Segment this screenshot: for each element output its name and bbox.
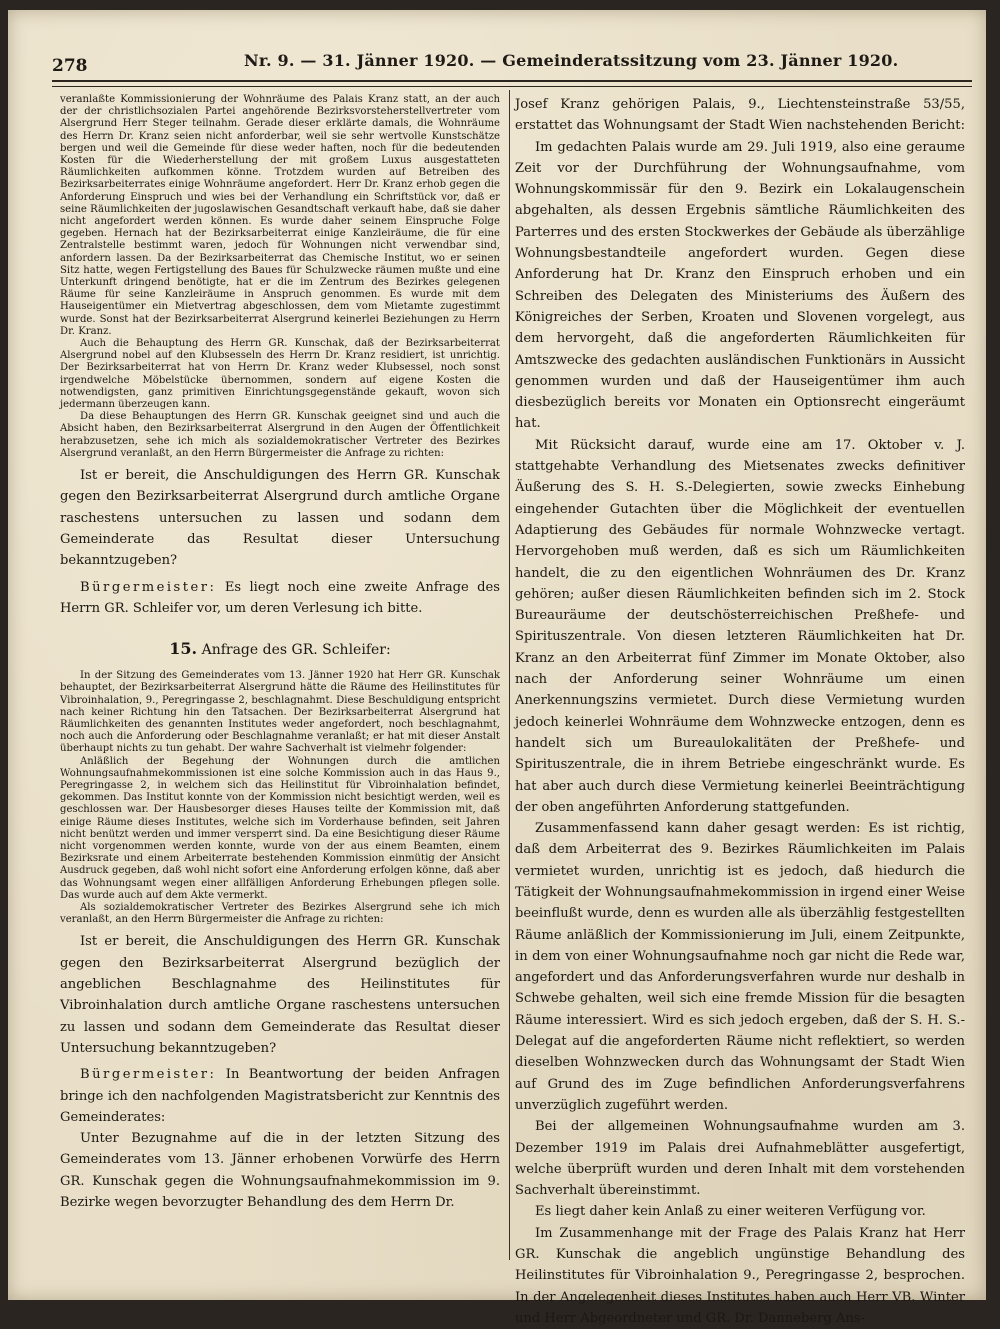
right-paragraph-2: Im gedachten Palais wurde am 29. Juli 1919, also eine geraume Zeit vor der Durchführung der Wohnungsaufnahme, vom Wohnungskommissär für den 9. Bezirk ein Lokalaugenschein abgehalten, als dessen Ergebnis sämtliche Räumlichkeiten des Parterres und des ersten Stockwerkes der Gebäude als überzählige Wohnungsbestandteile angefordert wurden. Gegen diese Anforderung hat Dr. Kranz den Einspruch erhoben und ein Schreiben des Delegaten des Ministeriums des Äußern des Königreiches der Serben, Kroaten und Slovenen vorgelegt, aus dem hervorgeht, daß die angeforderten Räumlichkeiten für Amtszwecke des gedachten ausländischen Funktionärs in Aussicht genommen wurden und daß der Hauseigentümer ihm auch diesbezüglich bereits vor Monaten ein Optionsrecht eingeräumt hat.: [515, 139, 965, 432]
section-number: 15.: [169, 639, 198, 659]
left-paragraph-4: In der Sitzung des Gemeinderates vom 13. Jänner 1920 hat Herr GR. Kunschak behauptet, der Bezirksarbeiterrat Alsergrund hätte die Räume des Heilinstitutes für Vibroinhalation, 9., Peregringasse 2, beschlagnahmt. Diese Beschuldigung entspricht nach keiner Richtung hin den Tatsachen. Der Bezirksarbeiterrat Alsergrund hat Räumlichkeiten des genannten Institutes weder angefordert, noch beschlagnahmt, noch auch die Anforderung oder Beschlagnahme veranlaßt; er hat mit dieser Anstalt überhaupt nichts zu tun gehabt. Der wahre Sachverhalt ist vielmehr folgender:: [60, 670, 500, 755]
page-header: [52, 48, 972, 76]
column-divider: [509, 90, 510, 1260]
right-paragraph-4: Zusammenfassend kann daher gesagt werden: Es ist richtig, daß dem Arbeiterrat des 9. Bezirkes Räumlichkeiten im Palais vermietet wurden, unrichtig ist es jedoch, daß hiedurch die Tätigkeit der Wohnungsaufnahmekommission in irgend einer Weise beeinflußt wurde, denn es wurden alle als überzählig festgestellten Räume anläßlich der Kommissionierung im Juli, einem Zeitpunkte, in dem von einer Wohnungsaufnahme noch gar nicht die Rede war, angefordert und das Anforderungsverfahren wurde nur deshalb in Schwebe gehalten, weil sich eine fremde Mission für die besagten Räume interessiert. Wird es sich jedoch ergeben, daß der S. H. S.-Delegat auf die angeforderten Räume nicht reflektiert, so werden dieselben Wohnzwecken durch das Wohnungsamt der Stadt Wien auf Grund des im Zuge befindlichen Anforderungsverfahrens unverzüglich zugeführt werden.: [515, 821, 965, 1113]
left-paragraph-3: Da diese Behauptungen des Herrn GR. Kunschak geeignet sind und auch die Absicht haben, den Bezirksarbeiterrat Alsergrund in den Augen der Öffentlichkeit herabzusetzen, sehe ich mich als sozialdemokratischer Vertreter des Bezirkes Alsergrund veranlaßt, an den Herrn Bürgermeister die Anfrage zu richten:: [60, 411, 500, 459]
left-paragraph-2: Auch die Behauptung des Herrn GR. Kunschak, daß der Bezirksarbeiterrat Alsergrund nobel auf den Klubsesseln des Herrn Dr. Kranz residiert, ist unrichtig. Der Bezirksarbeiterrat hat von Herrn Dr. Kranz weder Klubsessel, noch sonst irgendwelche Möbelstücke übernommen, sondern auf eigene Kosten die notwendigsten, ganz primitiven Einrichtungsgegenstände gekauft, wovon sich jedermann überzeugen kann.: [60, 338, 500, 411]
page-number: 278: [52, 56, 88, 76]
left-paragraph-5: Anläßlich der Begehung der Wohnungen durch die amtlichen Wohnungsaufnahmekommissionen ist eine solche Kommission auch in das Haus 9., Peregringasse 2, in welchem sich das Heilinstitut für Vibroinhalation befindet, gekommen. Das Institut konnte von der Kommission nicht besichtigt werden, weil es geschlossen war. Der Hausbesorger dieses Hauses teilte der Kommission mit, daß einige Räume dieses Institutes, welche sich im Vorderhause befinden, seit Jahren nicht benützt werden und immer versperrt sind. Da eine Besichtigung dieser Räume nicht vorgenommen werden konnte, wurde von der aus einem Beamten, einem Bezirksrate und einem Arbeiterrate bestehenden Kommission einmütig der Ansicht Ausdruck gegeben, daß wohl nicht sofort eine Anforderung erfolgen könne, daß aber das Wohnungsamt wegen einer allfälligen Anforderung Erhebungen pflegen solle. Das wurde auch auf dem Akte vermerkt.: [60, 755, 500, 901]
header-rule: [52, 80, 972, 87]
left-paragraph-1: veranlaßte Kommissionierung der Wohnräume des Palais Kranz statt, an der auch der der christlichsozialen Partei angehörende Bezirksvorsteherstellvertreter vom Alsergrund Herr Steger teilnahm. Gerade dieser erklärte damals, die Wohnräume des Herrn Dr. Kranz seien nicht anforderbar, weil sie sehr wertvolle Kunstschätze bergen und weil die Gemeinde für diese weder haften, noch für die bedeutenden Kosten für die Wiederherstellung der mit großem Luxus ausgestatteten Räumlichkeiten aufkommen könne. Trotzdem wurden auf Betreiben des Bezirksarbeiterrates einige Wohnräume angefordert. Herr Dr. Kranz erhob gegen die Anforderung Einspruch und wies bei der Verhandlung ein Schriftstück vor, daß er seine Räumlichkeiten der jugoslawischen Gesandtschaft verkauft habe, daß sie daher nicht angefordert werden können. Es wurde daher seinem Einspruche Folge gegeben. Hernach hat der Bezirksarbeiterrat einige Kanzleiräume, die für eine Zentralstelle bestimmt waren, jedoch für Wohnungen nicht verwendbar sind, anfordern lassen. Da der Bezirksarbeiterrat das Chemische Institut, wo er seinen Sitz hatte, wegen Fertigstellung des Baues für Schulzwecke räumen mußte und eine Unterkunft dringend benötigte, hat er die im Zentrum des Bezirkes gelegenen Räume für seine Kanzleiräume in Anspruch genommen. Es wurde mit dem Hauseigentümer ein Mietvertrag abgeschlossen, dem vom Mietamte zugestimmt wurde. Sonst hat der Bezirksarbeiterrat Alsergrund keinerlei Beziehungen zu Herrn Dr. Kranz.: [60, 94, 500, 337]
right-paragraph-3: Mit Rücksicht darauf, wurde eine am 17. Oktober v. J. stattgehabte Verhandlung des Mietsenates zwecks definitiver Äußerung des S. H. S.-Delegierten, sowie zwecks Einhebung eingehender Gutachten über die Möglichkeit der eventuellen Adaptierung des Gebäudes für normale Wohnzwecke vertagt. Hervorgehoben muß werden, daß es sich um Räumlichkeiten handelt, die zu den eigentlichen Wohnräumen des Dr. Kranz gehören; außer diesen Räumlichkeiten befinden sich im 2. Stock Bureauräume der deutschösterreichischen Preßhefe- und Spirituszentrale. Von diesen letzteren Räumlichkeiten hat Dr. Kranz an den Arbeiterrat fünf Zimmer im Monate Oktober, also nach der Anforderung seiner Wohnräume um einen Anerkennungszins vermietet. Durch diese Vermietung wurden jedoch keinerlei Wohnräume dem Wohnzwecke entzogen, denn es handelt sich um Bureaulokalitäten der Preßhefe- und Spirituszentrale, die in ihrem Betriebe eingeschränkt wurde. Es hat aber auch durch diese Vermietung keinerlei Beeinträchtigung der oben angeführten Anforderung stattgefunden.: [515, 437, 965, 815]
speaker-label: Bürgermeister:: [80, 1067, 217, 1083]
right-paragraph-7: Im Zusammenhange mit der Frage des Palais Kranz hat Herr GR. Kunschak die angeblich ungünstige Behandlung des Heilinstitutes für Vibroinhalation 9., Peregringasse 2, besprochen. In der Angelegenheit dieses Institutes haben auch Herr VB. Winter und Herr Abgeordneter und GR. Dr. Danneberg Ans-: [515, 1225, 965, 1326]
section-title: Anfrage des GR. Schleifer:: [201, 642, 391, 659]
section-heading: [60, 637, 500, 662]
right-paragraph-6: Es liegt daher kein Anlaß zu einer weiteren Verfügung vor.: [535, 1204, 926, 1220]
right-column: [515, 94, 965, 1329]
inquiry-question-1: Ist er bereit, die Anschuldigungen des Herrn GR. Kunschak gegen den Bezirksarbeiterrat Alsergrund durch amtliche Organe raschestens untersuchen zu lassen und sodann dem Gemeinderate das Resultat dieser Untersuchung bekanntzugeben?: [60, 468, 500, 569]
right-paragraph-5: Bei der allgemeinen Wohnungsaufnahme wurden am 3. Dezember 1919 im Palais drei Aufnahmeblätter ausgefertigt, welche überprüft wurden und deren Inhalt mit dem vorstehenden Sachverhalt übereinstimmt.: [515, 1119, 965, 1199]
left-paragraph-6: Als sozialdemokratischer Vertreter des Bezirkes Alsergrund sehe ich mich veranlaßt, an den Herrn Bürgermeister die Anfrage zu richten:: [60, 902, 500, 926]
running-title: Nr. 9. — 31. Jänner 1920. — Gemeinderatssitzung vom 23. Jänner 1920.: [244, 51, 899, 70]
left-column: [60, 94, 500, 1213]
mayor-reply-1: [60, 577, 500, 620]
mayor-reply-2-text: In Beantwortung der beiden Anfragen bringe ich den nachfolgenden Magistratsbericht zur Kenntnis des Gemeinderates:: [60, 1067, 500, 1125]
speaker-label: Bürgermeister:: [80, 579, 217, 595]
inquiry-question-2: Ist er bereit, die Anschuldigungen des Herrn GR. Kunschak gegen den Bezirksarbeiterrat Alsergrund bezüglich der angeblichen Beschlagnahme des Heilinstitutes für Vibroinhalation durch amtliche Organe raschestens untersuchen zu lassen und sodann dem Gemeinderate das Resultat dieser Untersuchung bekanntzugeben?: [60, 934, 500, 1056]
left-paragraph-7: Unter Bezugnahme auf die in der letzten Sitzung des Gemeinderates vom 13. Jänner erhobenen Vorwürfe des Herrn GR. Kunschak gegen die Wohnungsaufnahmekommission im 9. Bezirke wegen bevorzugter Behandlung des dem Herrn Dr.: [60, 1131, 500, 1210]
mayor-reply-2: [60, 1064, 500, 1128]
mayor-reply-1-text: Es liegt noch eine zweite Anfrage des Herrn GR. Schleifer vor, um deren Verlesung ich bitte.: [60, 579, 500, 616]
right-paragraph-1: Josef Kranz gehörigen Palais, 9., Liechtensteinstraße 53/55, erstattet das Wohnungsamt der Stadt Wien nachstehenden Bericht:: [515, 97, 965, 134]
